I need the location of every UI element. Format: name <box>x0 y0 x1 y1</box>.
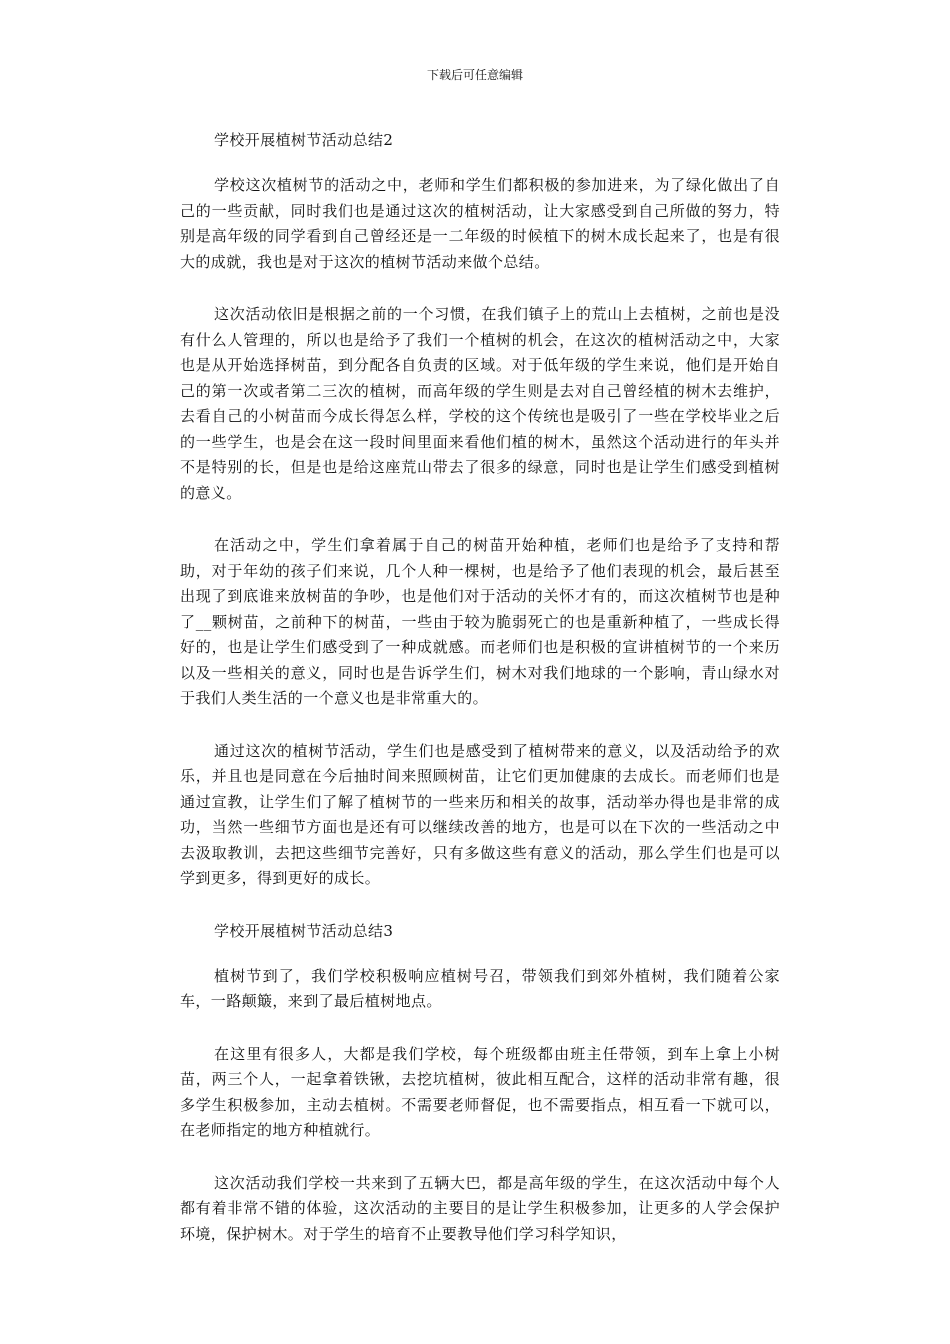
section-summary-3 <box>180 919 780 1248</box>
section-title: 学校开展植树节活动总结3 <box>214 921 394 940</box>
paragraph: 在这里有很多人，大都是我们学校，每个班级都由班主任带领，到车上拿上小树苗，两三个人，一起拿着铁锹，去挖坑植树，彼此相互配合，这样的活动非常有趣，很多学生积极参加，主动去植树。不需要老师督促，也不需要指点，相互看一下就可以，在老师指定的地方种植就行。 <box>180 1044 780 1139</box>
paragraph: 通过这次的植树节活动，学生们也是感受到了植树带来的意义，以及活动给予的欢乐，并且也是同意在今后抽时间来照顾树苗，让它们更加健康的去成长。而老师们也是通过宣教，让学生们了解了植树节的一些来历和相关的故事，活动举办得也是非常的成功，当然一些细节方面也是还有可以继续改善的地方，也是可以在下次的一些活动之中去汲取教训，去把这些细节完善好，只有多做这些有意义的活动，那么学生们也是可以学到更多，得到更好的成长。 <box>180 741 780 887</box>
document-body <box>180 128 780 1274</box>
paragraph: 学校这次植树节的活动之中，老师和学生们都积极的参加进来，为了绿化做出了自己的一些贡献，同时我们也是通过这次的植树活动，让大家感受到自己所做的努力，特别是高年级的同学看到自己曾经还是一二年级的时候植下的树木成长起来了，也是有很大的成就，我也是对于这次的植树节活动来做个总结。 <box>180 176 780 271</box>
section-title: 学校开展植树节活动总结2 <box>214 131 394 149</box>
page-header-watermark: 下载后可任意编辑 <box>426 68 523 82</box>
paragraph: 这次活动我们学校一共来到了五辆大巴，都是高年级的学生，在这次活动中每个人都有着非常不错的体验，这次活动的主要目的是让学生积极参加，让更多的人学会保护环境，保护树木。对于学生的培育不止要教导他们学习科学知识， <box>180 1173 780 1243</box>
section-summary-2 <box>180 128 780 892</box>
paragraph: 植树节到了，我们学校积极响应植树号召，带领我们到郊外植树，我们随着公家车，一路颠簸，来到了最后植树地点。 <box>180 966 780 1010</box>
paragraph: 这次活动依旧是根据之前的一个习惯，在我们镇子上的荒山上去植树，之前也是没有什么人管理的，所以也是给予了我们一个植树的机会，在这次的植树活动之中，大家也是从开始选择树苗，到分配各自负责的区域。对于低年级的学生来说，他们是开始自己的第一次或者第二三次的植树，而高年级的学生则是去对自己曾经植的树木去维护，去看自己的小树苗而今成长得怎么样，学校的这个传统也是吸引了一些在学校毕业之后的一些学生，也是会在这一段时间里面来看他们植的树木，虽然这个活动进行的年头并不是特别的长，但是也是给这座荒山带去了很多的绿意，同时也是让学生们感受到植树的意义。 <box>180 305 780 502</box>
paragraph: 在活动之中，学生们拿着属于自己的树苗开始种植，老师们也是给予了支持和帮助，对于年幼的孩子们来说，几个人种一棵树，也是给予了他们表现的机会，最后甚至出现了到底谁来放树苗的争吵，也是他们对于活动的关怀才有的，而这次植树节也是种了__颗树苗，之前种下的树苗，一些由于较为脆弱死亡的也是重新种植了，一些成长得好的，也是让学生们感受到了一种成就感。而老师们也是积极的宣讲植树节的一个来历以及一些相关的意义，同时也是告诉学生们，树木对我们地球的一个影响，青山绿水对于我们人类生活的一个意义也是非常重大的。 <box>180 536 780 707</box>
